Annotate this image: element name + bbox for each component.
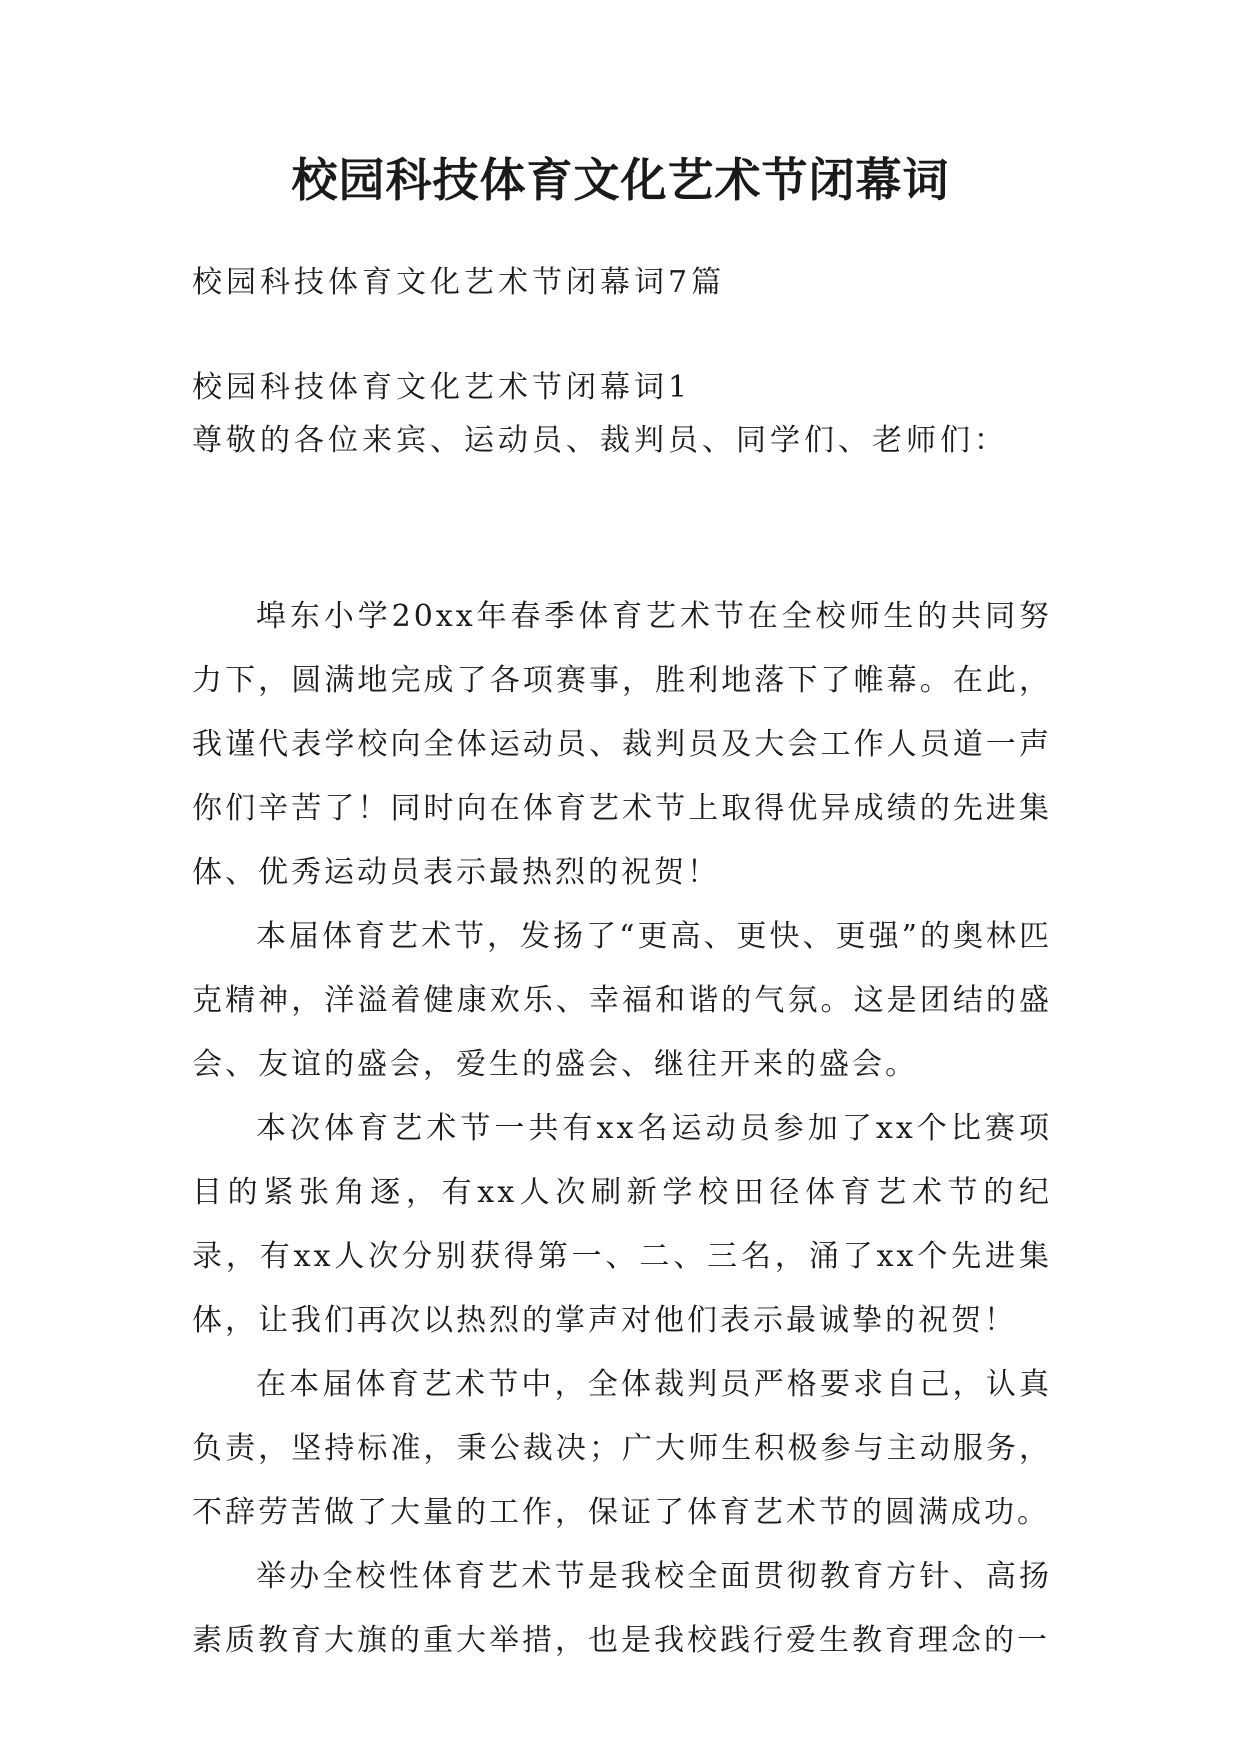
document-title: 校园科技体育文化艺术节闭幕词 <box>291 153 950 207</box>
paragraph: 举办全校性体育艺术节是我校全面贯彻教育方针、高扬素质教育大旗的重大举措，也是我校践行爱生教育理念的一 <box>192 1559 1052 1658</box>
paragraph: 本次体育艺术节一共有xx名运动员参加了xx个比赛项目的紧张角逐，有xx人次刷新学校田径体育艺术节的纪录，有xx人次分别获得第一、二、三名，涌了xx个先进集体，让我们再次以热烈的掌声对他们表示最诚挚的祝贺！ <box>192 1111 1052 1338</box>
body-text <box>192 585 1052 1673</box>
paragraph: 本届体育艺术节，发扬了“更高、更快、更强”的奥林匹克精神，洋溢着健康欢乐、幸福和谐的气氛。这是团结的盛会、友谊的盛会，爱生的盛会、继往开来的盛会。 <box>192 919 1052 1082</box>
document-subtitle: 校园科技体育文化艺术节闭幕词7篇 <box>192 265 726 300</box>
salutation: 尊敬的各位来宾、运动员、裁判员、同学们、老师们： <box>192 423 1008 458</box>
paragraph: 在本届体育艺术节中，全体裁判员严格要求自己，认真负责，坚持标准，秉公裁决；广大师生积极参与主动服务，不辞劳苦做了大量的工作，保证了体育艺术节的圆满成功。 <box>192 1367 1052 1530</box>
section-heading: 校园科技体育文化艺术节闭幕词1 <box>192 370 692 405</box>
paragraph: 埠东小学20xx年春季体育艺术节在全校师生的共同努力下，圆满地完成了各项赛事，胜利地落下了帷幕。在此，我谨代表学校向全体运动员、裁判员及大会工作人员道一声你们辛苦了！同时向在体育艺术节上取得优异成绩的先进集体、优秀运动员表示最热烈的祝贺！ <box>192 599 1052 890</box>
